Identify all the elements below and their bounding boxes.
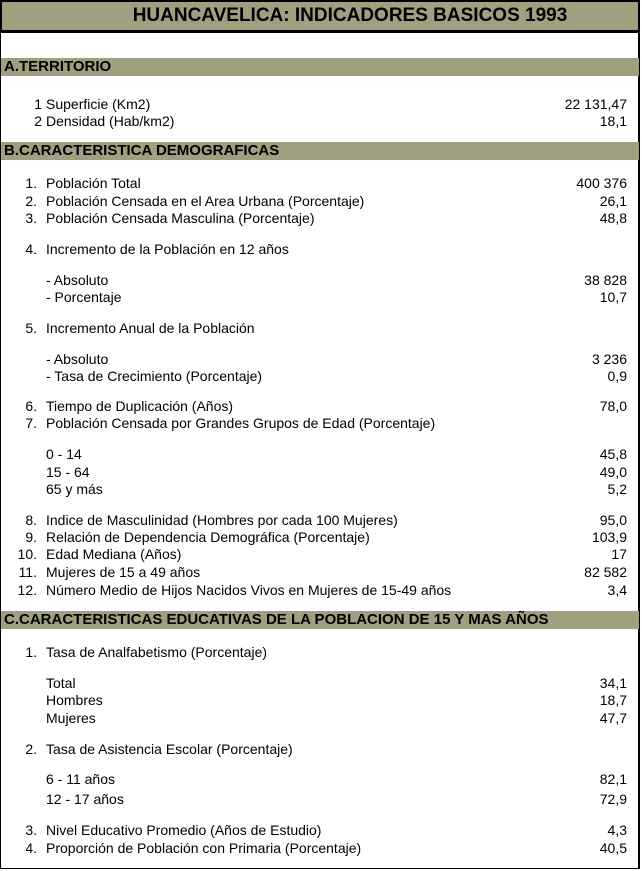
table-row (0, 821, 640, 839)
row-label: Población Censada Masculina (Porcentaje) (46, 210, 315, 226)
row-value: 40,5 (599, 840, 627, 856)
table-row (0, 350, 640, 368)
row-value: 48,8 (599, 210, 627, 226)
row-label: 6 - 11 años (46, 771, 116, 787)
row-label: Densidad (Hab/km2) (46, 113, 175, 129)
row-value: 3 236 (591, 351, 627, 367)
row-label: - Absoluto (46, 272, 109, 288)
row-label: Incremento Anual de la Población (46, 320, 255, 336)
table-row (0, 414, 640, 432)
row-label: 0 - 14 (46, 446, 82, 462)
table-row (0, 288, 640, 306)
row-number: 12. (17, 582, 37, 598)
row-number: 7. (25, 415, 37, 431)
row-value: 17 (611, 546, 627, 562)
row-number: 5. (25, 320, 37, 336)
row-label: Indice de Masculinidad (Hombres por cada 100 Mujeres) (46, 512, 398, 528)
row-value: 95,0 (599, 512, 627, 528)
row-value: 10,7 (599, 289, 627, 305)
row-value: 103,9 (591, 529, 627, 545)
table-row (0, 240, 640, 258)
row-value: 34,1 (599, 675, 627, 691)
row-value: 18,1 (599, 113, 627, 129)
row-label: Total (46, 675, 76, 691)
row-number: 6. (25, 398, 37, 414)
table-row (0, 95, 640, 113)
table-row (0, 839, 640, 857)
row-label: Tiempo de Duplicación (Años) (46, 398, 234, 414)
row-label: - Porcentaje (46, 289, 122, 305)
table-row (0, 174, 640, 192)
table-row (0, 445, 640, 463)
row-label: 15 - 64 (46, 464, 90, 480)
row-label: Población Censada en el Area Urbana (Porcentaje) (46, 193, 365, 209)
table-row (0, 740, 640, 758)
row-number: 10. (17, 546, 37, 562)
table-row (0, 112, 640, 130)
row-label: Superficie (Km2) (46, 96, 151, 112)
table-row (0, 319, 640, 337)
row-value: 400 376 (576, 175, 627, 191)
row-value: 78,0 (599, 398, 627, 414)
row-value: 72,9 (599, 791, 627, 807)
table-row (0, 480, 640, 498)
row-value: 82 582 (584, 564, 627, 580)
row-label: Población Total (46, 175, 141, 191)
table-row (0, 528, 640, 546)
row-label: Mujeres de 15 a 49 años (46, 564, 201, 580)
row-value: 26,1 (599, 193, 627, 209)
row-value: 45,8 (599, 446, 627, 462)
table-row (0, 397, 640, 415)
row-value: 49,0 (599, 464, 627, 480)
row-label: Tasa de Asistencia Escolar (Porcentaje) (46, 741, 293, 757)
row-value: 82,1 (599, 771, 627, 787)
row-value: 47,7 (599, 710, 627, 726)
row-number: 11. (18, 564, 37, 580)
row-number: 2. (25, 193, 37, 209)
table-row (0, 581, 640, 599)
row-label: Tasa de Analfabetismo (Porcentaje) (46, 644, 268, 660)
row-number: 8. (25, 512, 37, 528)
row-value: 4,3 (607, 822, 627, 838)
table-row (0, 691, 640, 709)
section-heading-demograficas: B.CARACTERISTICA DEMOGRAFICAS (1, 142, 639, 160)
table-row (0, 463, 640, 481)
table-row (0, 563, 640, 581)
row-label: Hombres (46, 692, 103, 708)
row-label: 12 - 17 años (46, 791, 124, 807)
section-heading-territorio: A.TERRITORIO (1, 58, 639, 76)
table-row (0, 790, 640, 808)
row-number: 3. (25, 822, 37, 838)
table-row (0, 271, 640, 289)
row-label: Población Censada por Grandes Grupos de Edad (Porcentaje) (46, 415, 436, 431)
row-label: Incremento de la Población en 12 años (46, 241, 289, 257)
table-row (0, 367, 640, 385)
table-row (0, 192, 640, 210)
row-number: 1 (34, 96, 42, 112)
row-label: Relación de Dependencia Demográfica (Porcentaje) (46, 529, 370, 545)
table-row (0, 511, 640, 529)
title-bar (0, 0, 640, 33)
table-row (0, 674, 640, 692)
table-row (0, 643, 640, 661)
row-label: - Absoluto (46, 351, 109, 367)
row-value: 5,2 (607, 481, 627, 497)
row-value: 0,9 (607, 368, 627, 384)
row-value: 3,4 (607, 582, 627, 598)
row-label: - Tasa de Crecimiento (Porcentaje) (46, 368, 263, 384)
table-row (0, 209, 640, 227)
row-number: 2. (25, 741, 37, 757)
table-row (0, 770, 640, 788)
row-label: Edad Mediana (Años) (46, 546, 182, 562)
row-number: 3. (25, 210, 37, 226)
row-number: 1. (25, 175, 37, 191)
row-number: 1. (25, 644, 37, 660)
row-label: Mujeres (46, 710, 96, 726)
row-label: Proporción de Población con Primaria (Porcentaje) (46, 840, 362, 856)
row-value: 18,7 (599, 692, 627, 708)
row-number: 9. (25, 529, 37, 545)
table-row (0, 545, 640, 563)
row-label: Número Medio de Hijos Nacidos Vivos en Mujeres de 15-49 años (46, 582, 452, 598)
row-number: 4. (25, 241, 37, 257)
row-value: 38 828 (584, 272, 627, 288)
row-label: 65 y más (46, 481, 103, 497)
table-row (0, 709, 640, 727)
row-label: Nivel Educativo Promedio (Años de Estudio) (46, 822, 322, 838)
page-title: HUANCAVELICA: INDICADORES BASICOS 1993 (132, 5, 568, 26)
section-heading-educativas: C.CARACTERISTICAS EDUCATIVAS DE LA POBLACION DE 15 Y MAS AÑOS (1, 611, 639, 629)
row-value: 22 131,47 (564, 96, 627, 112)
row-number: 2 (34, 113, 42, 129)
row-number: 4. (25, 840, 37, 856)
